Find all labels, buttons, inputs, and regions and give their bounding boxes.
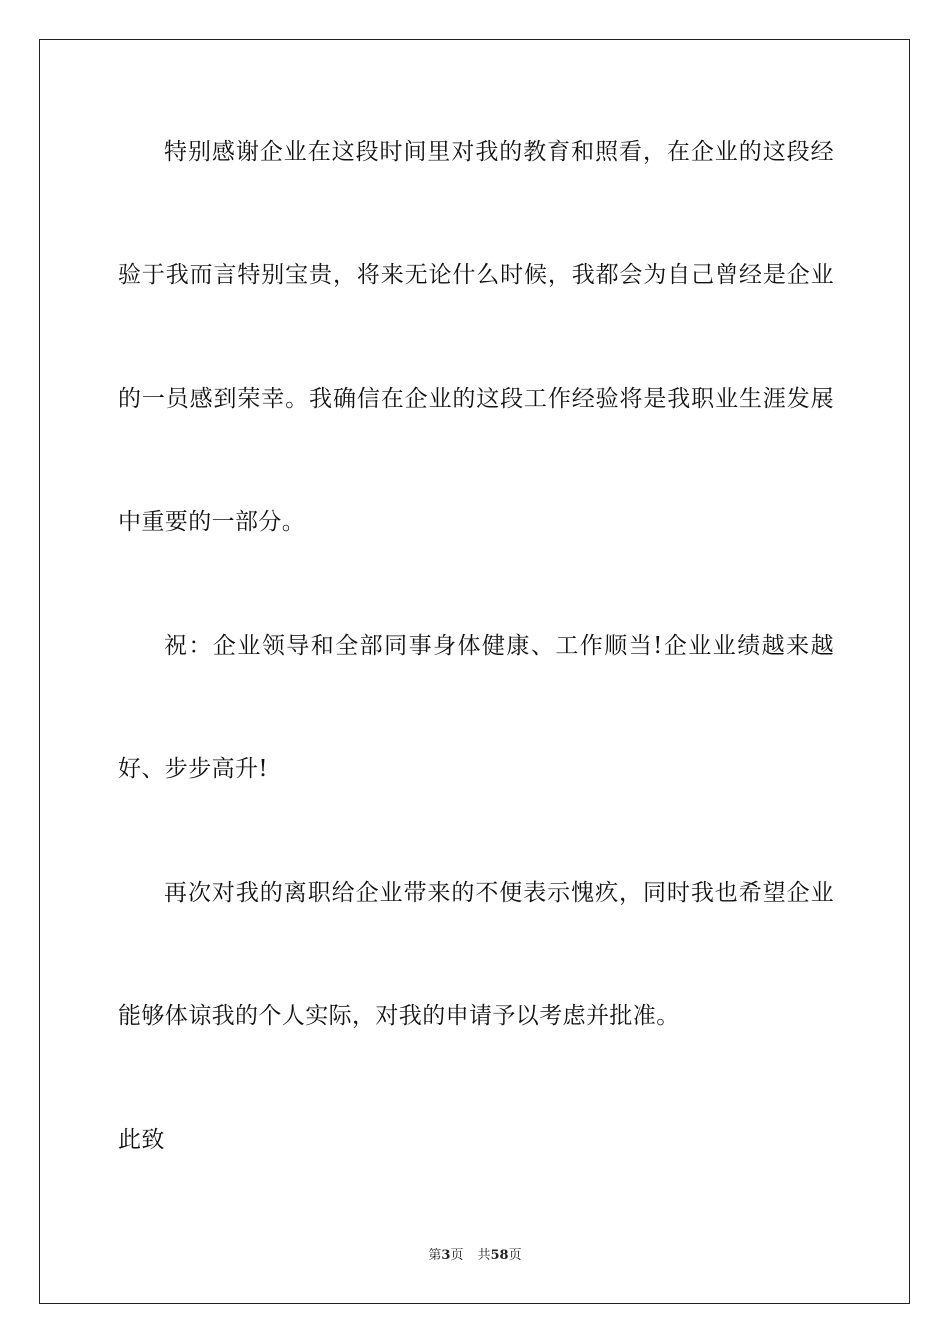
closing-salutation: 此致 [118,1127,165,1153]
footer-total-suffix: 页 [508,1248,522,1263]
paragraph-line-4: 中重要的一部分。 [118,509,306,535]
paragraph-line-5: 祝：企业领导和全部同事身体健康、工作顺当!企业业绩越来越 [164,633,834,659]
footer-page-suffix: 页 [450,1248,464,1263]
footer-page-number: 3 [441,1248,451,1263]
page-footer [0,1247,950,1265]
paragraph-line-3: 的一员感到荣幸。我确信在企业的这段工作经验将是我职业生涯发展 [118,386,834,412]
page-border [39,39,910,1304]
paragraph-line-1: 特别感谢企业在这段时间里对我的教育和照看，在企业的这段经 [164,139,834,165]
footer-page-prefix: 第 [428,1248,442,1263]
paragraph-line-6: 好、步步高升! [118,756,269,782]
paragraph-line-2: 验于我而言特别宝贵，将来无论什么时候，我都会为自己曾经是企业 [118,262,834,288]
footer-total-prefix: 共 [477,1248,491,1263]
paragraph-line-7: 再次对我的离职给企业带来的不便表示愧疚，同时我也希望企业 [164,880,834,906]
footer-total-pages: 58 [490,1248,509,1263]
paragraph-line-8: 能够体谅我的个人实际，对我的申请予以考虑并批准。 [118,1003,680,1029]
